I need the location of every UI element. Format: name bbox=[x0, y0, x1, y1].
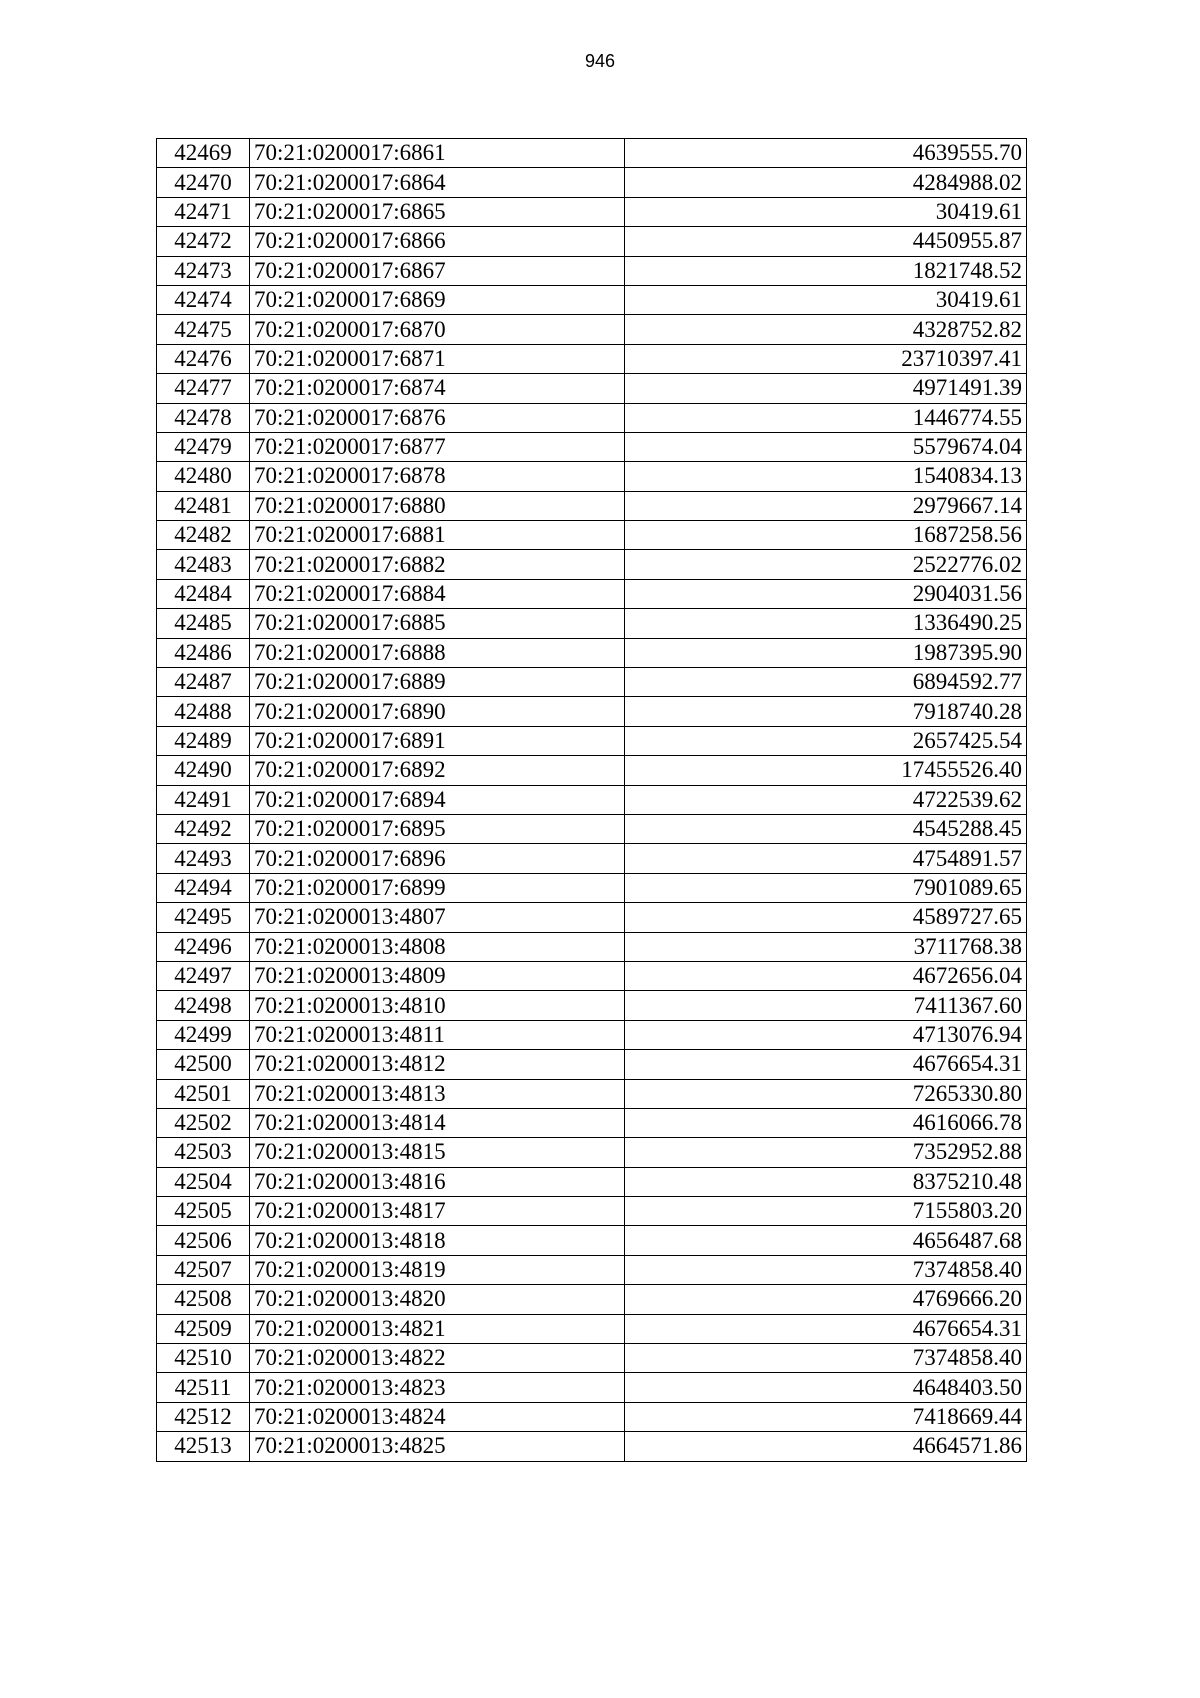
row-number-cell: 42500 bbox=[157, 1050, 250, 1079]
table-row bbox=[157, 1226, 1027, 1255]
table-row bbox=[157, 1197, 1027, 1226]
value-cell: 4676654.31 bbox=[625, 1314, 1027, 1343]
value-cell: 2657425.54 bbox=[625, 726, 1027, 755]
table-row bbox=[157, 1138, 1027, 1167]
cadastral-number-cell: 70:21:0200017:6861 bbox=[250, 139, 625, 168]
row-number-cell: 42475 bbox=[157, 315, 250, 344]
table-row bbox=[157, 961, 1027, 990]
cadastral-number-cell: 70:21:0200013:4819 bbox=[250, 1255, 625, 1284]
cadastral-number-cell: 70:21:0200017:6870 bbox=[250, 315, 625, 344]
row-number-cell: 42498 bbox=[157, 991, 250, 1020]
value-cell: 1540834.13 bbox=[625, 462, 1027, 491]
cadastral-number-cell: 70:21:0200017:6884 bbox=[250, 579, 625, 608]
row-number-cell: 42509 bbox=[157, 1314, 250, 1343]
row-number-cell: 42512 bbox=[157, 1402, 250, 1431]
value-cell: 4589727.65 bbox=[625, 903, 1027, 932]
table-row bbox=[157, 1079, 1027, 1108]
cadastral-number-cell: 70:21:0200017:6867 bbox=[250, 256, 625, 285]
cadastral-number-cell: 70:21:0200013:4811 bbox=[250, 1020, 625, 1049]
value-cell: 30419.61 bbox=[625, 285, 1027, 314]
row-number-cell: 42488 bbox=[157, 697, 250, 726]
row-number-cell: 42495 bbox=[157, 903, 250, 932]
cadastral-number-cell: 70:21:0200017:6899 bbox=[250, 873, 625, 902]
row-number-cell: 42477 bbox=[157, 374, 250, 403]
value-cell: 4616066.78 bbox=[625, 1108, 1027, 1137]
table-row bbox=[157, 844, 1027, 873]
cadastral-number-cell: 70:21:0200017:6892 bbox=[250, 756, 625, 785]
row-number-cell: 42503 bbox=[157, 1138, 250, 1167]
row-number-cell: 42483 bbox=[157, 550, 250, 579]
cadastral-number-cell: 70:21:0200017:6890 bbox=[250, 697, 625, 726]
value-cell: 2979667.14 bbox=[625, 491, 1027, 520]
cadastral-number-cell: 70:21:0200013:4817 bbox=[250, 1197, 625, 1226]
table-row bbox=[157, 1167, 1027, 1196]
cadastral-number-cell: 70:21:0200013:4807 bbox=[250, 903, 625, 932]
table-row bbox=[157, 1402, 1027, 1431]
value-cell: 4672656.04 bbox=[625, 961, 1027, 990]
table-row bbox=[157, 315, 1027, 344]
value-cell: 30419.61 bbox=[625, 197, 1027, 226]
table-row bbox=[157, 1108, 1027, 1137]
page-number: 946 bbox=[584, 51, 616, 71]
value-cell: 4676654.31 bbox=[625, 1050, 1027, 1079]
cadastral-number-cell: 70:21:0200017:6876 bbox=[250, 403, 625, 432]
table-row bbox=[157, 903, 1027, 932]
value-cell: 4545288.45 bbox=[625, 814, 1027, 843]
cadastral-number-cell: 70:21:0200017:6896 bbox=[250, 844, 625, 873]
value-cell: 8375210.48 bbox=[625, 1167, 1027, 1196]
value-cell: 7374858.40 bbox=[625, 1344, 1027, 1373]
row-number-cell: 42493 bbox=[157, 844, 250, 873]
table-row bbox=[157, 197, 1027, 226]
table-row bbox=[157, 1314, 1027, 1343]
cadastral-number-cell: 70:21:0200013:4808 bbox=[250, 932, 625, 961]
value-cell: 1687258.56 bbox=[625, 521, 1027, 550]
value-cell: 2904031.56 bbox=[625, 579, 1027, 608]
table-row bbox=[157, 1432, 1027, 1461]
table-row bbox=[157, 609, 1027, 638]
table-row bbox=[157, 521, 1027, 550]
row-number-cell: 42489 bbox=[157, 726, 250, 755]
registry-table bbox=[156, 138, 1027, 1462]
row-number-cell: 42469 bbox=[157, 139, 250, 168]
row-number-cell: 42510 bbox=[157, 1344, 250, 1373]
row-number-cell: 42505 bbox=[157, 1197, 250, 1226]
value-cell: 4722539.62 bbox=[625, 785, 1027, 814]
row-number-cell: 42491 bbox=[157, 785, 250, 814]
registry-table-body bbox=[157, 139, 1027, 1462]
table-row bbox=[157, 550, 1027, 579]
row-number-cell: 42507 bbox=[157, 1255, 250, 1284]
cadastral-number-cell: 70:21:0200017:6881 bbox=[250, 521, 625, 550]
table-row bbox=[157, 462, 1027, 491]
table-row bbox=[157, 638, 1027, 667]
table-row bbox=[157, 1050, 1027, 1079]
row-number-cell: 42494 bbox=[157, 873, 250, 902]
cadastral-number-cell: 70:21:0200013:4818 bbox=[250, 1226, 625, 1255]
table-row bbox=[157, 579, 1027, 608]
value-cell: 4971491.39 bbox=[625, 374, 1027, 403]
value-cell: 7155803.20 bbox=[625, 1197, 1027, 1226]
table-row bbox=[157, 726, 1027, 755]
table-row bbox=[157, 668, 1027, 697]
table-row bbox=[157, 139, 1027, 168]
cadastral-number-cell: 70:21:0200017:6877 bbox=[250, 432, 625, 461]
row-number-cell: 42487 bbox=[157, 668, 250, 697]
cadastral-number-cell: 70:21:0200017:6894 bbox=[250, 785, 625, 814]
value-cell: 7901089.65 bbox=[625, 873, 1027, 902]
value-cell: 4648403.50 bbox=[625, 1373, 1027, 1402]
value-cell: 7374858.40 bbox=[625, 1255, 1027, 1284]
cadastral-number-cell: 70:21:0200013:4810 bbox=[250, 991, 625, 1020]
table-row bbox=[157, 785, 1027, 814]
value-cell: 4450955.87 bbox=[625, 227, 1027, 256]
cadastral-number-cell: 70:21:0200017:6888 bbox=[250, 638, 625, 667]
cadastral-number-cell: 70:21:0200017:6880 bbox=[250, 491, 625, 520]
table-row bbox=[157, 1255, 1027, 1284]
row-number-cell: 42470 bbox=[157, 168, 250, 197]
row-number-cell: 42482 bbox=[157, 521, 250, 550]
row-number-cell: 42492 bbox=[157, 814, 250, 843]
row-number-cell: 42478 bbox=[157, 403, 250, 432]
value-cell: 17455526.40 bbox=[625, 756, 1027, 785]
table-row bbox=[157, 285, 1027, 314]
row-number-cell: 42504 bbox=[157, 1167, 250, 1196]
value-cell: 1336490.25 bbox=[625, 609, 1027, 638]
row-number-cell: 42490 bbox=[157, 756, 250, 785]
row-number-cell: 42486 bbox=[157, 638, 250, 667]
row-number-cell: 42472 bbox=[157, 227, 250, 256]
cadastral-number-cell: 70:21:0200017:6874 bbox=[250, 374, 625, 403]
table-row bbox=[157, 227, 1027, 256]
row-number-cell: 42511 bbox=[157, 1373, 250, 1402]
value-cell: 4639555.70 bbox=[625, 139, 1027, 168]
value-cell: 23710397.41 bbox=[625, 344, 1027, 373]
cadastral-number-cell: 70:21:0200013:4825 bbox=[250, 1432, 625, 1461]
cadastral-number-cell: 70:21:0200013:4821 bbox=[250, 1314, 625, 1343]
row-number-cell: 42479 bbox=[157, 432, 250, 461]
value-cell: 1821748.52 bbox=[625, 256, 1027, 285]
cadastral-number-cell: 70:21:0200017:6885 bbox=[250, 609, 625, 638]
table-row bbox=[157, 1373, 1027, 1402]
row-number-cell: 42501 bbox=[157, 1079, 250, 1108]
value-cell: 4754891.57 bbox=[625, 844, 1027, 873]
cadastral-number-cell: 70:21:0200017:6865 bbox=[250, 197, 625, 226]
row-number-cell: 42513 bbox=[157, 1432, 250, 1461]
value-cell: 5579674.04 bbox=[625, 432, 1027, 461]
table-row bbox=[157, 1285, 1027, 1314]
row-number-cell: 42474 bbox=[157, 285, 250, 314]
cadastral-number-cell: 70:21:0200013:4815 bbox=[250, 1138, 625, 1167]
row-number-cell: 42484 bbox=[157, 579, 250, 608]
value-cell: 2522776.02 bbox=[625, 550, 1027, 579]
row-number-cell: 42499 bbox=[157, 1020, 250, 1049]
row-number-cell: 42508 bbox=[157, 1285, 250, 1314]
cadastral-number-cell: 70:21:0200017:6869 bbox=[250, 285, 625, 314]
cadastral-number-cell: 70:21:0200017:6882 bbox=[250, 550, 625, 579]
cadastral-number-cell: 70:21:0200017:6891 bbox=[250, 726, 625, 755]
value-cell: 4664571.86 bbox=[625, 1432, 1027, 1461]
value-cell: 3711768.38 bbox=[625, 932, 1027, 961]
row-number-cell: 42485 bbox=[157, 609, 250, 638]
table-row bbox=[157, 991, 1027, 1020]
value-cell: 6894592.77 bbox=[625, 668, 1027, 697]
table-row bbox=[157, 432, 1027, 461]
cadastral-number-cell: 70:21:0200013:4814 bbox=[250, 1108, 625, 1137]
cadastral-number-cell: 70:21:0200013:4812 bbox=[250, 1050, 625, 1079]
value-cell: 4713076.94 bbox=[625, 1020, 1027, 1049]
cadastral-number-cell: 70:21:0200013:4822 bbox=[250, 1344, 625, 1373]
value-cell: 1987395.90 bbox=[625, 638, 1027, 667]
table-row bbox=[157, 873, 1027, 902]
table-row bbox=[157, 344, 1027, 373]
value-cell: 7265330.80 bbox=[625, 1079, 1027, 1108]
row-number-cell: 42506 bbox=[157, 1226, 250, 1255]
row-number-cell: 42480 bbox=[157, 462, 250, 491]
row-number-cell: 42502 bbox=[157, 1108, 250, 1137]
row-number-cell: 42473 bbox=[157, 256, 250, 285]
cadastral-number-cell: 70:21:0200017:6878 bbox=[250, 462, 625, 491]
cadastral-number-cell: 70:21:0200013:4816 bbox=[250, 1167, 625, 1196]
cadastral-number-cell: 70:21:0200017:6895 bbox=[250, 814, 625, 843]
table-row bbox=[157, 1344, 1027, 1373]
value-cell: 4284988.02 bbox=[625, 168, 1027, 197]
cadastral-number-cell: 70:21:0200013:4809 bbox=[250, 961, 625, 990]
row-number-cell: 42497 bbox=[157, 961, 250, 990]
value-cell: 7418669.44 bbox=[625, 1402, 1027, 1431]
table-row bbox=[157, 932, 1027, 961]
table-row bbox=[157, 1020, 1027, 1049]
cadastral-number-cell: 70:21:0200013:4820 bbox=[250, 1285, 625, 1314]
table-row bbox=[157, 256, 1027, 285]
table-row bbox=[157, 168, 1027, 197]
value-cell: 7352952.88 bbox=[625, 1138, 1027, 1167]
row-number-cell: 42471 bbox=[157, 197, 250, 226]
value-cell: 7411367.60 bbox=[625, 991, 1027, 1020]
row-number-cell: 42476 bbox=[157, 344, 250, 373]
cadastral-number-cell: 70:21:0200013:4813 bbox=[250, 1079, 625, 1108]
value-cell: 1446774.55 bbox=[625, 403, 1027, 432]
cadastral-number-cell: 70:21:0200017:6866 bbox=[250, 227, 625, 256]
value-cell: 7918740.28 bbox=[625, 697, 1027, 726]
value-cell: 4656487.68 bbox=[625, 1226, 1027, 1255]
row-number-cell: 42496 bbox=[157, 932, 250, 961]
cadastral-number-cell: 70:21:0200013:4823 bbox=[250, 1373, 625, 1402]
value-cell: 4328752.82 bbox=[625, 315, 1027, 344]
cadastral-number-cell: 70:21:0200017:6889 bbox=[250, 668, 625, 697]
table-row bbox=[157, 374, 1027, 403]
table-row bbox=[157, 403, 1027, 432]
table-row bbox=[157, 756, 1027, 785]
value-cell: 4769666.20 bbox=[625, 1285, 1027, 1314]
table-row bbox=[157, 814, 1027, 843]
table-row bbox=[157, 697, 1027, 726]
cadastral-number-cell: 70:21:0200017:6871 bbox=[250, 344, 625, 373]
cadastral-number-cell: 70:21:0200017:6864 bbox=[250, 168, 625, 197]
table-row bbox=[157, 491, 1027, 520]
cadastral-number-cell: 70:21:0200013:4824 bbox=[250, 1402, 625, 1431]
row-number-cell: 42481 bbox=[157, 491, 250, 520]
